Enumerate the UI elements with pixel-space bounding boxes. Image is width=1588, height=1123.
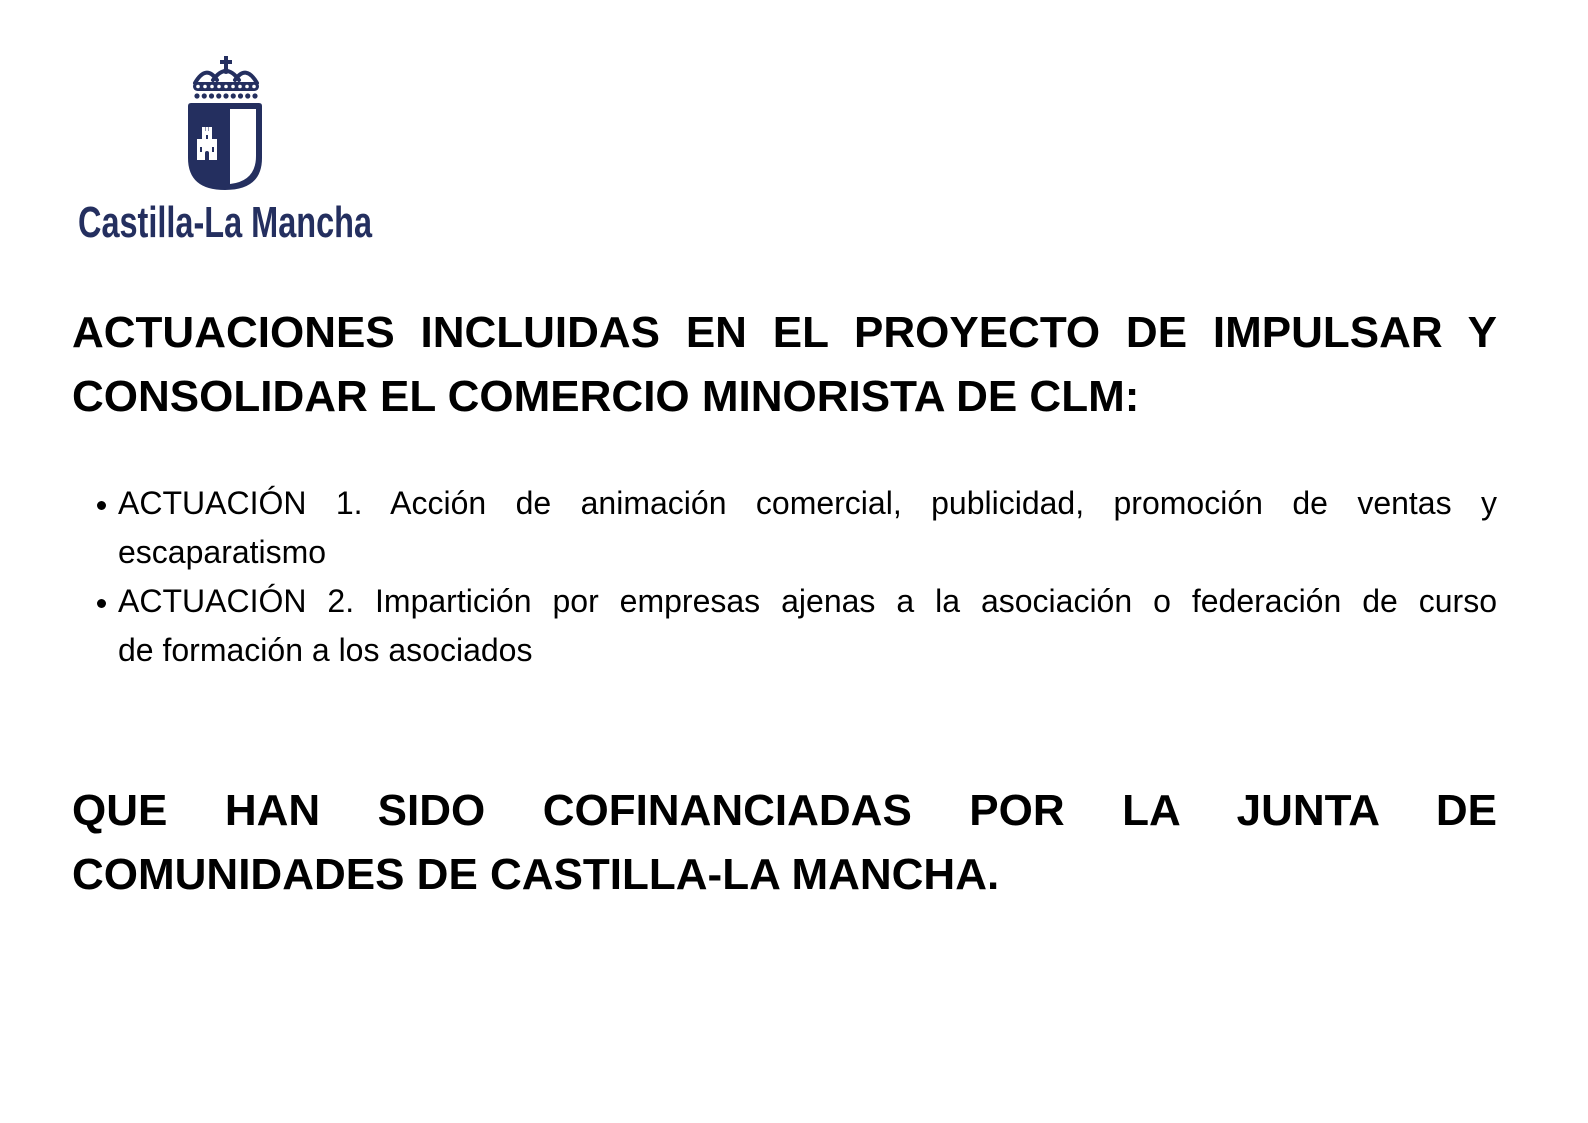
list-item xyxy=(118,577,1497,675)
bullet-marker xyxy=(97,501,106,510)
logo-emblem xyxy=(70,50,380,250)
cofinancing-statement-line-1: QUE HAN SIDO COFINANCIADAS POR LA JUNTA DE xyxy=(72,786,1497,835)
list-item-line: de formación a los asociados xyxy=(118,632,533,668)
list-item xyxy=(118,479,1497,577)
list-item-line: ACTUACIÓN 2. Impartición por empresas ajenas a la asociación o federación de curso xyxy=(118,583,1497,619)
bullet-marker xyxy=(97,599,106,608)
cofinancing-statement xyxy=(72,779,1497,907)
actions-heading xyxy=(72,301,1497,429)
castilla-la-mancha-logo xyxy=(70,50,380,250)
actions-heading-line-1: ACTUACIONES INCLUIDAS EN EL PROYECTO DE IMPULSAR Y xyxy=(72,308,1497,357)
actions-heading-line-2: CONSOLIDAR EL COMERCIO MINORISTA DE CLM: xyxy=(72,372,1140,421)
list-item-line: escaparatismo xyxy=(118,534,327,570)
crown-icon xyxy=(193,56,259,99)
cofinancing-statement-line-2: COMUNIDADES DE CASTILLA-LA MANCHA. xyxy=(72,850,1000,899)
logo-wordmark: Castilla-La Mancha xyxy=(78,198,373,247)
list-item-line: ACTUACIÓN 1. Acción de animación comercial, publicidad, promoción de ventas y xyxy=(118,485,1497,521)
actions-list xyxy=(118,479,1497,675)
